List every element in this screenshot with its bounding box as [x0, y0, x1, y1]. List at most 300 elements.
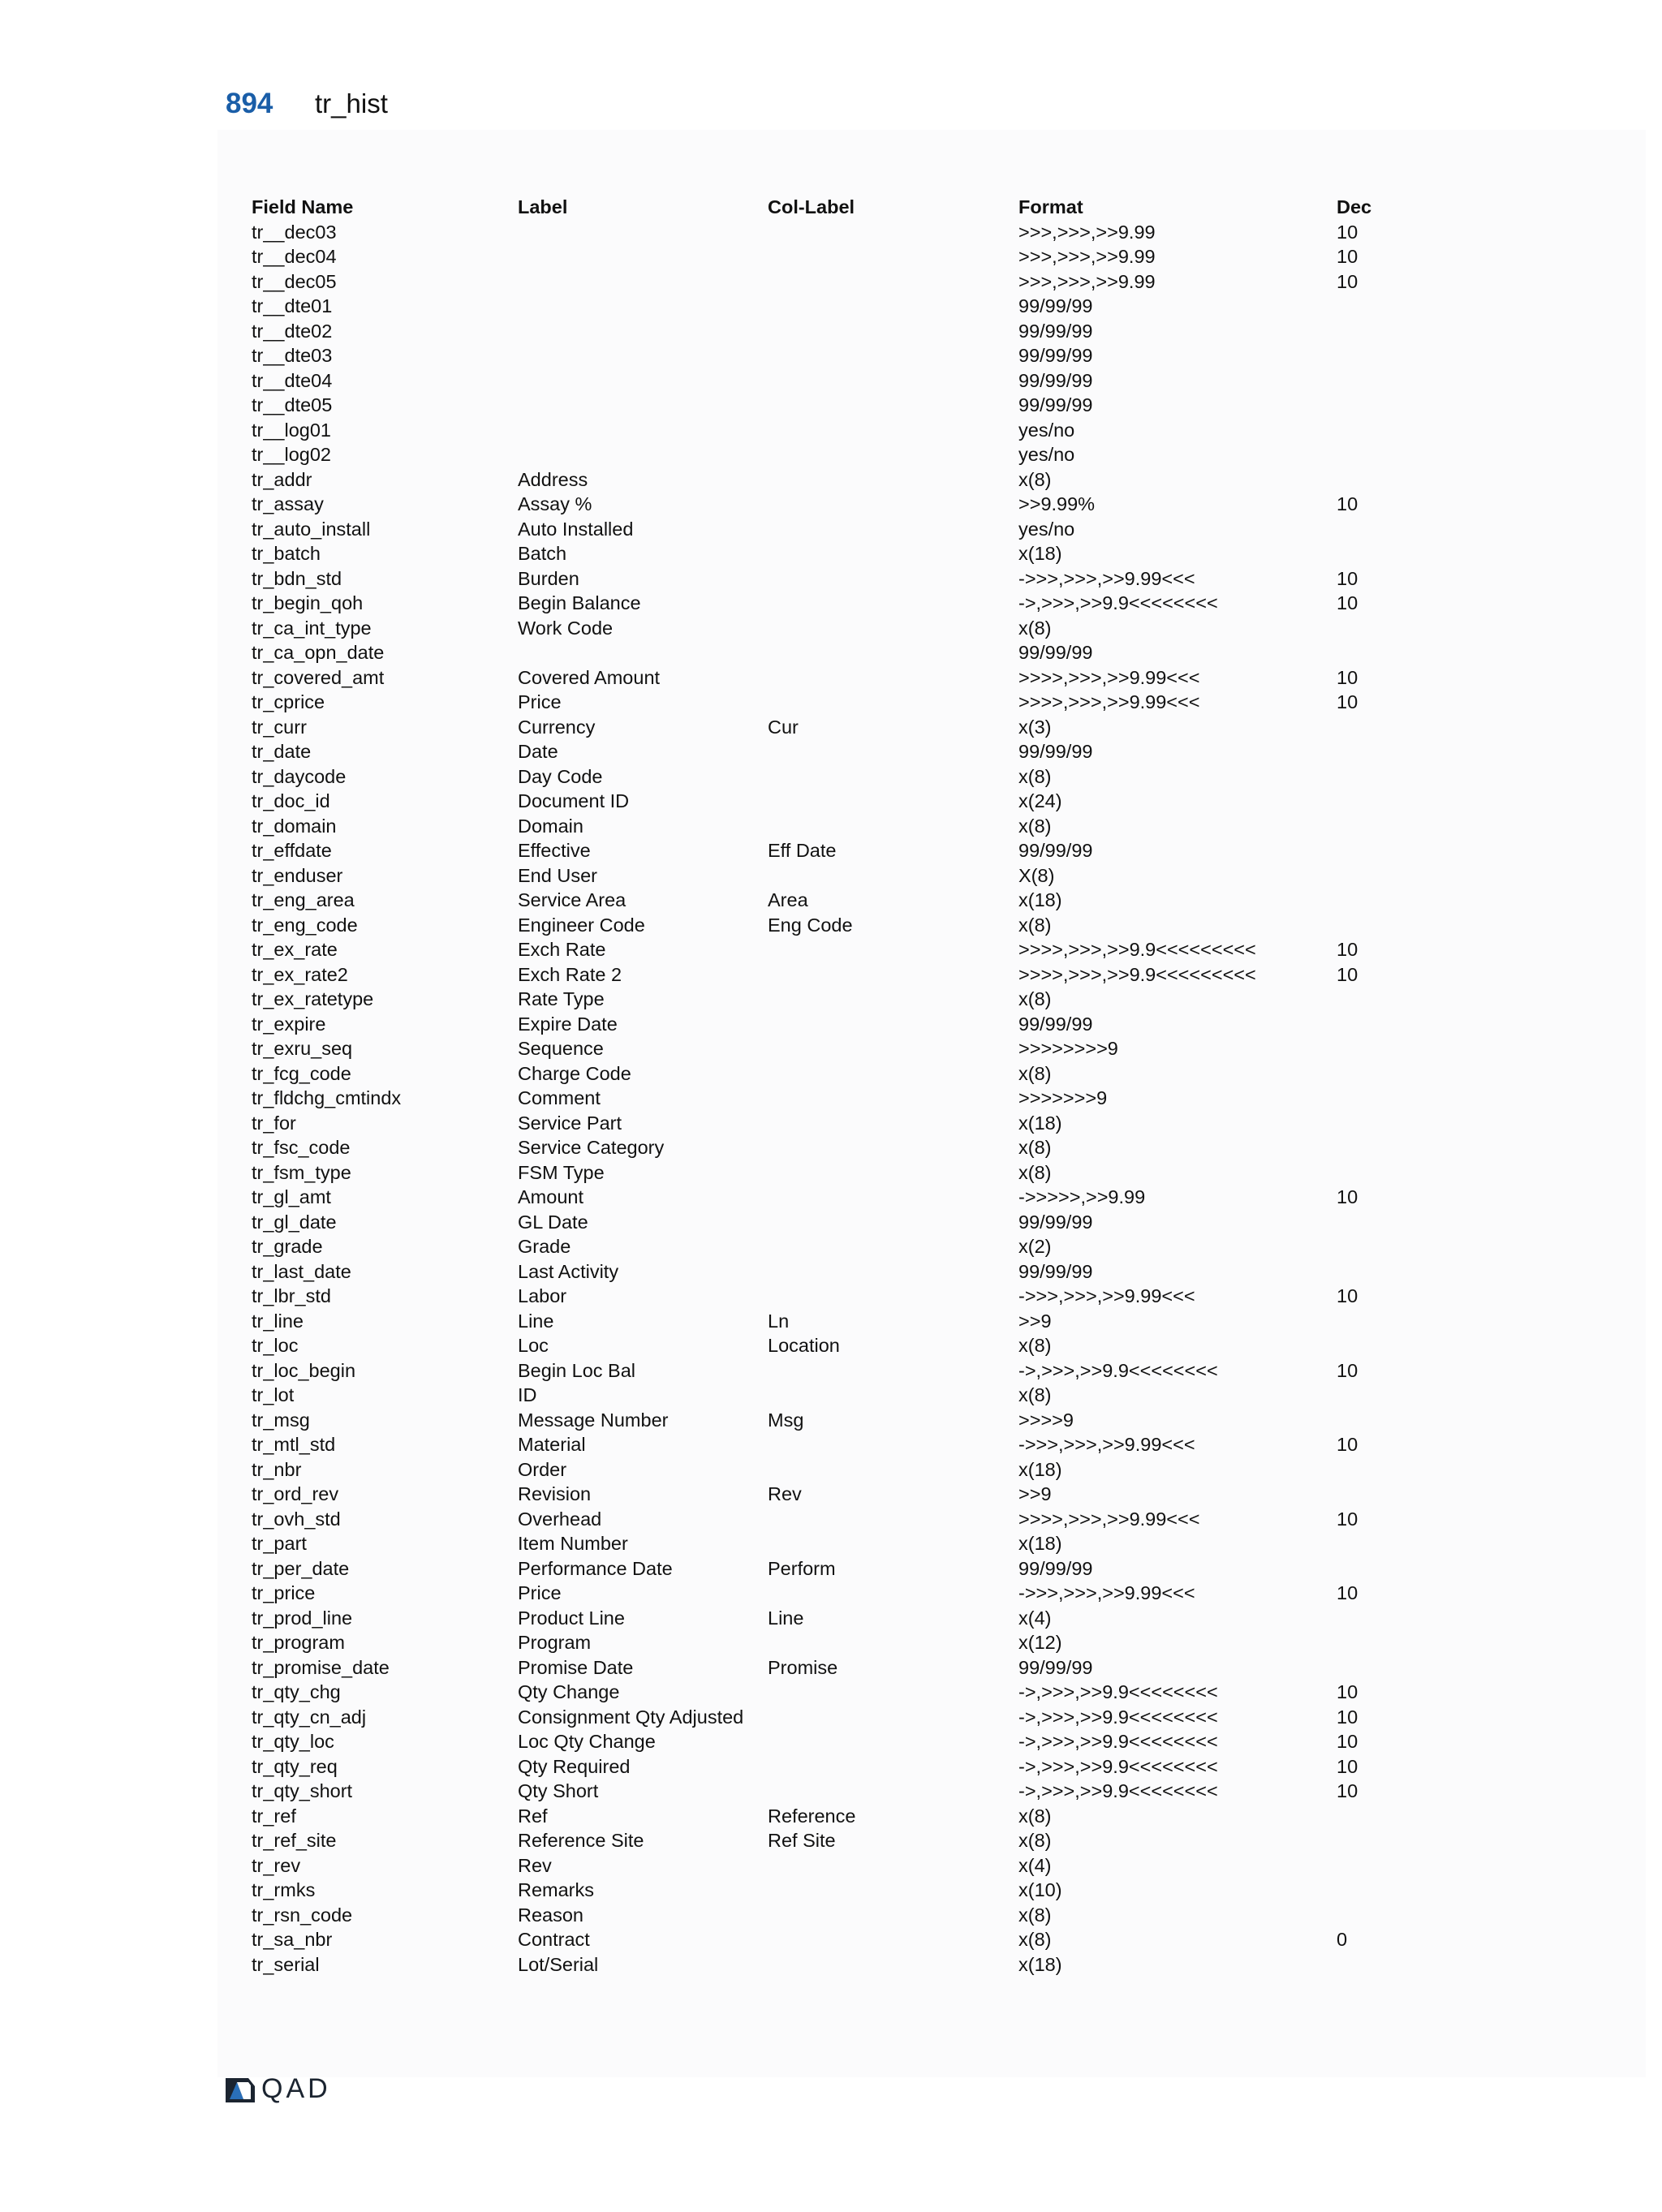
col-label-cell: [768, 789, 1018, 814]
table-row: [252, 1705, 1436, 1730]
table-row: [252, 913, 1436, 938]
col-label-cell: [768, 1729, 1018, 1754]
format-cell: x(18): [1018, 889, 1062, 910]
dec-cell: [1337, 1655, 1418, 1681]
format-cell: yes/no: [1018, 444, 1075, 465]
col-label-cell: [768, 517, 1018, 542]
label-cell: Order: [518, 1458, 567, 1480]
dec-cell: [1337, 1036, 1418, 1061]
col-label-cell: Cur: [768, 716, 799, 738]
format-cell: 99/99/99: [1018, 1013, 1093, 1035]
format-cell: x(18): [1018, 1458, 1062, 1480]
field-name-cell: tr__dte01: [252, 295, 333, 316]
table-row: [252, 1952, 1436, 1977]
col-label-cell: [768, 640, 1018, 665]
col-label-cell: [768, 591, 1018, 616]
col-label-cell: [768, 1952, 1018, 1977]
field-name-cell: tr_rmks: [252, 1879, 316, 1900]
dec-cell: 10: [1337, 939, 1358, 960]
label-cell: Domain: [518, 815, 583, 837]
format-cell: >>>>>>>9: [1018, 1087, 1108, 1108]
dec-cell: 10: [1337, 592, 1358, 613]
format-cell: x(8): [1018, 1830, 1052, 1851]
label-cell: [518, 442, 768, 467]
dec-cell: [1337, 1383, 1418, 1408]
format-cell: 99/99/99: [1018, 345, 1093, 366]
field-name-cell: tr_fsm_type: [252, 1161, 351, 1183]
format-cell: ->,>>>,>>9.9<<<<<<<<: [1018, 1706, 1218, 1728]
table-row: [252, 1358, 1436, 1384]
field-name-cell: tr__log01: [252, 419, 331, 441]
field-name-cell: tr_begin_qoh: [252, 592, 364, 613]
table-row: [252, 962, 1436, 988]
format-cell: x(24): [1018, 790, 1062, 811]
field-name-cell: tr__dec03: [252, 221, 337, 243]
dec-cell: 10: [1337, 1508, 1358, 1530]
field-name-cell: tr_cprice: [252, 691, 325, 712]
col-label-cell: [768, 1234, 1018, 1259]
label-cell: [518, 269, 768, 295]
format-cell: x(2): [1018, 1236, 1052, 1257]
format-cell: 99/99/99: [1018, 741, 1093, 762]
label-cell: Loc Qty Change: [518, 1731, 656, 1752]
col-label-cell: [768, 1680, 1018, 1705]
field-name-cell: tr_sa_nbr: [252, 1929, 333, 1950]
col-label-cell: [768, 1853, 1018, 1878]
field-name-cell: tr__dte02: [252, 320, 333, 342]
dec-cell: 10: [1337, 1681, 1358, 1702]
field-name-cell: tr_ca_int_type: [252, 617, 372, 639]
col-label-cell: [768, 665, 1018, 691]
col-label-cell: [768, 1779, 1018, 1804]
format-cell: x(8): [1018, 1137, 1052, 1158]
format-cell: ->>>,>>>,>>9.99<<<: [1018, 1434, 1195, 1455]
format-cell: >>>>9: [1018, 1409, 1074, 1431]
format-cell: x(3): [1018, 716, 1052, 738]
format-cell: 99/99/99: [1018, 369, 1093, 391]
col-label-cell: Eng Code: [768, 914, 853, 936]
field-name-cell: tr_line: [252, 1310, 304, 1332]
label-cell: Exch Rate: [518, 939, 606, 960]
field-table: [252, 195, 1436, 1977]
field-name-cell: tr_msg: [252, 1409, 310, 1431]
format-cell: 99/99/99: [1018, 840, 1093, 861]
col-label-cell: Promise: [768, 1656, 838, 1678]
col-label-cell: [768, 1457, 1018, 1483]
dec-cell: 10: [1337, 1706, 1358, 1728]
field-name-cell: tr__dte05: [252, 394, 333, 415]
label-cell: Loc: [518, 1335, 549, 1356]
table-row: [252, 1556, 1436, 1582]
label-cell: FSM Type: [518, 1161, 605, 1183]
table-row: [252, 1457, 1436, 1483]
field-name-cell: tr_domain: [252, 815, 337, 837]
table-row: [252, 1234, 1436, 1259]
col-label-cell: [768, 1210, 1018, 1235]
col-label-cell: [768, 1012, 1018, 1037]
col-label-cell: [768, 244, 1018, 269]
field-name-cell: tr_gl_date: [252, 1211, 337, 1233]
table-row: [252, 987, 1436, 1012]
table-row: [252, 1160, 1436, 1186]
field-name-cell: tr_qty_chg: [252, 1681, 341, 1702]
table-row: [252, 294, 1436, 319]
dec-cell: 0: [1337, 1929, 1348, 1950]
field-name-cell: tr_qty_cn_adj: [252, 1706, 367, 1728]
field-name-cell: tr_lbr_std: [252, 1285, 331, 1306]
format-cell: >>>,>>>,>>9.99: [1018, 270, 1156, 292]
col-label-cell: [768, 1284, 1018, 1309]
dec-cell: 10: [1337, 1755, 1358, 1777]
col-label-cell: Ref Site: [768, 1830, 836, 1851]
col-label-cell: [768, 343, 1018, 368]
dec-cell: 10: [1337, 691, 1358, 712]
dec-cell: 10: [1337, 1186, 1358, 1207]
col-label-cell: [768, 1581, 1018, 1606]
col-label-cell: [768, 616, 1018, 641]
label-cell: Covered Amount: [518, 666, 661, 688]
label-cell: Line: [518, 1310, 554, 1332]
table-row: [252, 1754, 1436, 1779]
col-label-cell: [768, 1878, 1018, 1903]
format-cell: x(8): [1018, 1904, 1052, 1926]
field-name-cell: tr_addr: [252, 468, 312, 490]
col-label-cell: [768, 1358, 1018, 1384]
table-row: [252, 269, 1436, 295]
dec-cell: [1337, 467, 1418, 493]
field-name-cell: tr_last_date: [252, 1260, 351, 1282]
dec-cell: [1337, 913, 1418, 938]
format-cell: 99/99/99: [1018, 1260, 1093, 1282]
page-number: 894: [226, 88, 273, 119]
table-row: [252, 1581, 1436, 1606]
field-name-cell: tr_ca_opn_date: [252, 642, 385, 663]
column-header-dec: Dec: [1337, 196, 1372, 217]
dec-cell: 10: [1337, 246, 1358, 267]
label-cell: Program: [518, 1632, 592, 1653]
dec-cell: 10: [1337, 221, 1358, 243]
format-cell: ->,>>>,>>9.9<<<<<<<<: [1018, 1755, 1218, 1777]
field-name-cell: tr_expire: [252, 1013, 326, 1035]
label-cell: Last Activity: [518, 1260, 619, 1282]
table-row: [252, 1259, 1436, 1285]
field-name-cell: tr_daycode: [252, 765, 347, 787]
table-row: [252, 739, 1436, 764]
dec-cell: 10: [1337, 270, 1358, 292]
table-row: [252, 814, 1436, 839]
label-cell: [518, 343, 768, 368]
dec-cell: [1337, 294, 1418, 319]
col-label-cell: [768, 368, 1018, 394]
col-label-cell: [768, 739, 1018, 764]
format-cell: x(18): [1018, 543, 1062, 564]
label-cell: [518, 418, 768, 443]
dec-cell: [1337, 1952, 1418, 1977]
field-name-cell: tr_ex_rate: [252, 939, 338, 960]
col-label-cell: [768, 492, 1018, 517]
label-cell: Batch: [518, 543, 567, 564]
table-row: [252, 1779, 1436, 1804]
table-row: [252, 640, 1436, 665]
dec-cell: [1337, 1853, 1418, 1878]
col-label-cell: [768, 1259, 1018, 1285]
field-name-cell: tr_eng_code: [252, 914, 358, 936]
table-row: [252, 319, 1436, 344]
label-cell: Charge Code: [518, 1062, 631, 1084]
col-label-cell: [768, 1507, 1018, 1532]
field-name-cell: tr_bdn_std: [252, 567, 342, 589]
page-title: tr_hist: [315, 88, 388, 118]
dec-cell: [1337, 1878, 1418, 1903]
dec-cell: [1337, 1828, 1418, 1853]
table-row: [252, 1853, 1436, 1878]
label-cell: End User: [518, 864, 597, 886]
label-cell: Performance Date: [518, 1557, 673, 1579]
col-label-cell: [768, 1531, 1018, 1556]
label-cell: Price: [518, 691, 562, 712]
field-name-cell: tr_fcg_code: [252, 1062, 351, 1084]
label-cell: Date: [518, 741, 558, 762]
col-label-cell: [768, 418, 1018, 443]
table-row: [252, 1309, 1436, 1334]
col-label-cell: [768, 1135, 1018, 1160]
dec-cell: [1337, 1333, 1418, 1358]
field-name-cell: tr__dec04: [252, 246, 337, 267]
col-label-cell: [768, 1086, 1018, 1111]
table-row: [252, 591, 1436, 616]
format-cell: x(8): [1018, 988, 1052, 1009]
field-name-cell: tr_ref: [252, 1805, 296, 1827]
table-row: [252, 1828, 1436, 1853]
dec-cell: [1337, 1012, 1418, 1037]
table-row: [252, 1680, 1436, 1705]
label-cell: Rate Type: [518, 988, 605, 1009]
dec-cell: [1337, 541, 1418, 566]
page-header: [226, 88, 388, 120]
field-name-cell: tr_qty_req: [252, 1755, 338, 1777]
dec-cell: [1337, 715, 1418, 740]
col-label-cell: [768, 1927, 1018, 1952]
dec-cell: 10: [1337, 1359, 1358, 1381]
label-cell: Promise Date: [518, 1656, 634, 1678]
field-name-cell: tr_mtl_std: [252, 1434, 336, 1455]
col-label-cell: [768, 319, 1018, 344]
label-cell: Service Area: [518, 889, 626, 910]
table-row: [252, 1086, 1436, 1111]
label-cell: Qty Required: [518, 1755, 631, 1777]
format-cell: >>>>,>>>,>>9.99<<<: [1018, 1508, 1200, 1530]
format-cell: x(8): [1018, 617, 1052, 639]
format-cell: x(8): [1018, 1161, 1052, 1183]
table-row: [252, 888, 1436, 913]
table-row: [252, 1482, 1436, 1507]
dec-cell: [1337, 1804, 1418, 1829]
label-cell: Revision: [518, 1483, 592, 1504]
col-label-cell: Ln: [768, 1310, 790, 1332]
field-name-cell: tr_per_date: [252, 1557, 350, 1579]
label-cell: Message Number: [518, 1409, 669, 1431]
table-row: [252, 1333, 1436, 1358]
label-cell: Exch Rate 2: [518, 963, 622, 985]
table-row: [252, 343, 1436, 368]
table-row: [252, 1903, 1436, 1928]
dec-cell: 10: [1337, 1285, 1358, 1306]
format-cell: ->>>,>>>,>>9.99<<<: [1018, 1582, 1195, 1603]
col-label-cell: [768, 269, 1018, 295]
col-label-cell: Perform: [768, 1557, 836, 1579]
col-label-cell: [768, 1754, 1018, 1779]
table-row: [252, 1036, 1436, 1061]
table-row: [252, 863, 1436, 889]
table-row: [252, 1878, 1436, 1903]
label-cell: GL Date: [518, 1211, 588, 1233]
dec-cell: [1337, 319, 1418, 344]
field-name-cell: tr_covered_amt: [252, 666, 385, 688]
format-cell: x(4): [1018, 1607, 1052, 1629]
format-cell: x(8): [1018, 1805, 1052, 1827]
format-cell: yes/no: [1018, 419, 1075, 441]
label-cell: Remarks: [518, 1879, 595, 1900]
field-name-cell: tr_part: [252, 1533, 307, 1554]
dec-cell: [1337, 1309, 1418, 1334]
format-cell: ->,>>>,>>9.9<<<<<<<<: [1018, 1780, 1218, 1801]
field-name-cell: tr_qty_loc: [252, 1731, 334, 1752]
field-name-cell: tr_ovh_std: [252, 1508, 341, 1530]
dec-cell: [1337, 393, 1418, 418]
format-cell: X(8): [1018, 864, 1055, 886]
dec-cell: [1337, 442, 1418, 467]
dec-cell: [1337, 764, 1418, 790]
dec-cell: [1337, 1630, 1418, 1655]
label-cell: Engineer Code: [518, 914, 645, 936]
table-row: [252, 220, 1436, 245]
table-row: [252, 1655, 1436, 1681]
table-row: [252, 1012, 1436, 1037]
format-cell: x(10): [1018, 1879, 1062, 1900]
table-row: [252, 1531, 1436, 1556]
field-name-cell: tr_rev: [252, 1854, 301, 1876]
format-cell: x(8): [1018, 1384, 1052, 1405]
col-label-cell: [768, 1383, 1018, 1408]
col-label-cell: [768, 1432, 1018, 1457]
label-cell: Begin Loc Bal: [518, 1359, 636, 1381]
format-cell: yes/no: [1018, 518, 1075, 540]
label-cell: Auto Installed: [518, 518, 634, 540]
dec-cell: [1337, 739, 1418, 764]
table-row: [252, 418, 1436, 443]
label-cell: Price: [518, 1582, 562, 1603]
field-name-cell: tr_enduser: [252, 864, 343, 886]
field-name-cell: tr_ref_site: [252, 1830, 337, 1851]
table-row: [252, 1284, 1436, 1309]
col-label-cell: [768, 690, 1018, 715]
dec-cell: [1337, 1482, 1418, 1507]
label-cell: Reason: [518, 1904, 583, 1926]
format-cell: x(8): [1018, 1335, 1052, 1356]
format-cell: x(8): [1018, 914, 1052, 936]
label-cell: Document ID: [518, 790, 630, 811]
col-label-cell: [768, 1061, 1018, 1087]
dec-cell: 10: [1337, 1582, 1358, 1603]
col-label-cell: [768, 1036, 1018, 1061]
table-row: [252, 517, 1436, 542]
col-label-cell: [768, 393, 1018, 418]
format-cell: >>>>,>>>,>>9.99<<<: [1018, 691, 1200, 712]
label-cell: Qty Change: [518, 1681, 620, 1702]
table-row: [252, 715, 1436, 740]
field-name-cell: tr_nbr: [252, 1458, 302, 1480]
dec-cell: [1337, 1606, 1418, 1631]
col-label-cell: [768, 1111, 1018, 1136]
table-header-row: [252, 195, 1436, 220]
dec-cell: [1337, 640, 1418, 665]
col-label-cell: [768, 937, 1018, 962]
table-row: [252, 393, 1436, 418]
field-name-cell: tr_auto_install: [252, 518, 371, 540]
format-cell: >>9: [1018, 1310, 1052, 1332]
label-cell: Comment: [518, 1087, 601, 1108]
field-name-cell: tr_prod_line: [252, 1607, 353, 1629]
dec-cell: [1337, 1210, 1418, 1235]
dec-cell: [1337, 1135, 1418, 1160]
dec-cell: 10: [1337, 666, 1358, 688]
format-cell: ->,>>>,>>9.9<<<<<<<<: [1018, 1681, 1218, 1702]
format-cell: x(12): [1018, 1632, 1062, 1653]
col-label-cell: [768, 987, 1018, 1012]
table-row: [252, 566, 1436, 592]
label-cell: Consignment Qty Adjusted: [518, 1706, 744, 1728]
format-cell: >>>,>>>,>>9.99: [1018, 221, 1156, 243]
column-header-field-name: Field Name: [252, 196, 354, 217]
label-cell: Address: [518, 468, 588, 490]
label-cell: ID: [518, 1384, 537, 1405]
field-name-cell: tr_fldchg_cmtindx: [252, 1087, 402, 1108]
col-label-cell: Msg: [768, 1409, 804, 1431]
label-cell: Ref: [518, 1805, 548, 1827]
format-cell: x(18): [1018, 1533, 1062, 1554]
dec-cell: [1337, 814, 1418, 839]
label-cell: Service Part: [518, 1112, 622, 1134]
label-cell: Grade: [518, 1236, 571, 1257]
format-cell: x(18): [1018, 1953, 1062, 1975]
dec-cell: 10: [1337, 567, 1358, 589]
field-name-cell: tr__log02: [252, 444, 331, 465]
field-name-cell: tr_grade: [252, 1236, 323, 1257]
col-label-cell: [768, 566, 1018, 592]
col-label-cell: [768, 1160, 1018, 1186]
dec-cell: [1337, 1111, 1418, 1136]
table-row: [252, 1432, 1436, 1457]
dec-cell: 10: [1337, 493, 1358, 514]
label-cell: Overhead: [518, 1508, 602, 1530]
field-name-cell: tr_promise_date: [252, 1656, 390, 1678]
format-cell: ->,>>>,>>9.9<<<<<<<<: [1018, 592, 1218, 613]
dec-cell: [1337, 1531, 1418, 1556]
field-name-cell: tr_program: [252, 1632, 345, 1653]
field-name-cell: tr_doc_id: [252, 790, 330, 811]
format-cell: >>>,>>>,>>9.99: [1018, 246, 1156, 267]
dec-cell: [1337, 517, 1418, 542]
field-name-cell: tr_effdate: [252, 840, 332, 861]
field-name-cell: tr_for: [252, 1112, 296, 1134]
table-row: [252, 1210, 1436, 1235]
format-cell: x(8): [1018, 1929, 1052, 1950]
field-name-cell: tr_ex_rate2: [252, 963, 348, 985]
format-cell: >>>>>>>>9: [1018, 1038, 1118, 1059]
dec-cell: 10: [1337, 1780, 1358, 1801]
col-label-cell: Reference: [768, 1805, 856, 1827]
format-cell: >>9: [1018, 1483, 1052, 1504]
